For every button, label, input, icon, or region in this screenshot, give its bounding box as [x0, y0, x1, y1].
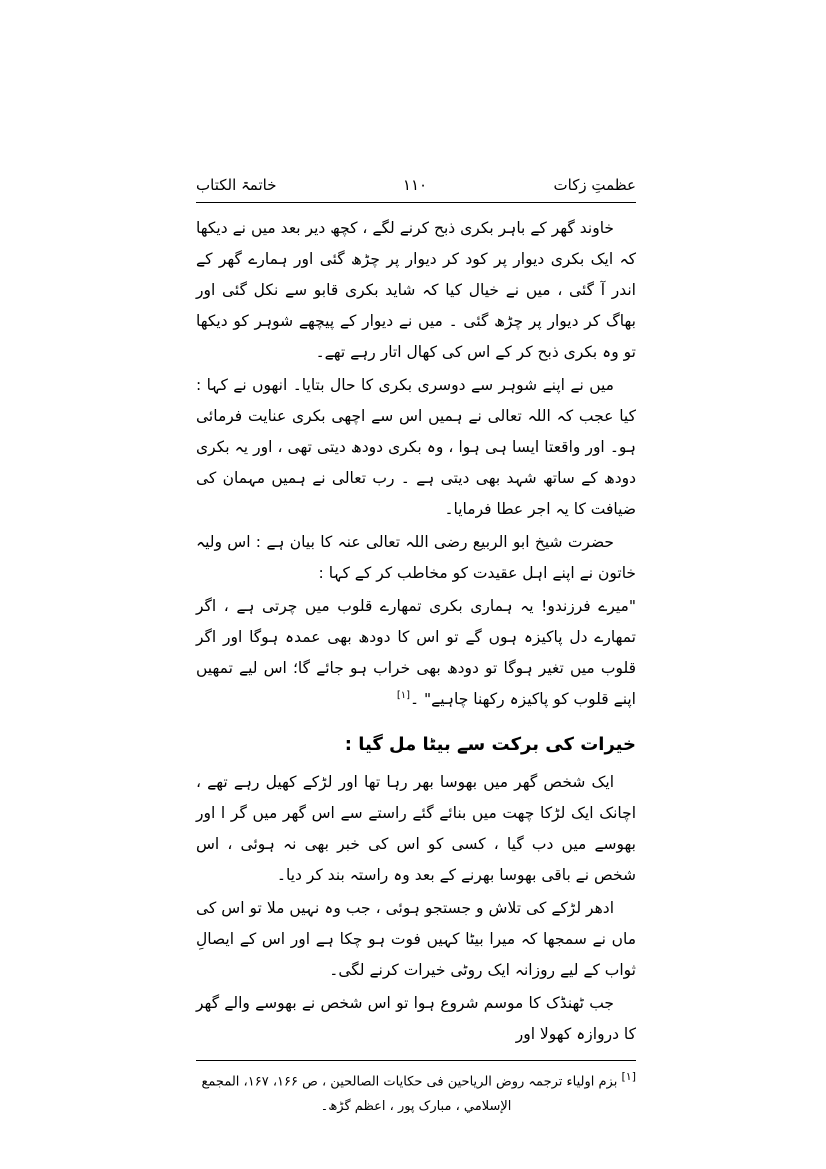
paragraph: خاوند گھر کے باہر بکری ذبح کرنے لگے ، کچھ دیر بعد میں نے دیکھا کہ ایک بکری دیوار پر کود کر دیوار پر چڑھ گئی اور ہمارے گھر کے اندر آ گئی ، میں نے خیال کیا کہ شاید بکری قابو سے نکل گئی اور بھاگ کر دیوار پر چڑھ گئی ۔ میں نے دیوار کے پیچھے شوہر کو دیکھا تو وہ بکری ذبح کر کے اس کی کھال اتار رہے تھے۔: [196, 219, 636, 361]
page-content: [196, 176, 636, 1120]
quotation-paragraph: [196, 591, 636, 715]
footnote-reference: [۱]: [396, 689, 411, 701]
header-right-title: خاتمۃ الکتاب: [196, 176, 277, 194]
header-divider: [196, 202, 636, 203]
footnote-divider: [196, 1060, 636, 1061]
footnote-text: بزم اولیاء ترجمہ روض الریاحین فی حکایات الصالحین ، ص ۱۶۶، ۱۶۷، المجمع: [201, 1074, 618, 1090]
section-heading: خیرات کی برکت سے بیٹا مل گیا :: [344, 734, 636, 755]
page-number: ۱۱۰: [402, 176, 428, 194]
paragraph: حضرت شیخ ابو الربیع رضی اللہ تعالی عنہ کا بیان ہے : اس ولیہ خاتون نے اپنے اہل عقیدت کو مخاطب کر کے کہا :: [196, 533, 636, 582]
footnote-mark: [۱]: [621, 1070, 636, 1083]
footnote: [196, 1067, 636, 1120]
quotation-text: "میرے فرزندو! یہ ہماری بکری تمھارے قلوب میں چرتی ہے ، اگر تمھارے دل پاکیزہ ہوں گے تو اس کا دودھ بھی عمدہ ہوگا اور اگر قلوب میں تغیر ہوگا تو دودھ بھی خراب ہو جائے گا؛ اس لیے تمھیں اپنے قلوب کو پاکیزہ رکھنا چاہیے" ۔: [196, 597, 636, 708]
body-text: [196, 213, 636, 1050]
page-header: [196, 176, 636, 198]
paragraph: میں نے اپنے شوہر سے دوسری بکری کا حال بتایا۔ انھوں نے کہا : کیا عجب کہ اللہ تعالی نے ہمیں اس سے اچھی بکری عنایت فرمائی ہو۔ اور واقعتا ایسا ہی ہوا ، وہ بکری دودھ دیتی تھی ، اور یہ بکری دودھ کے ساتھ شہد بھی دیتی ہے ۔ رب تعالی نے ہمیں مہمان کی ضیافت کا یہ اجر عطا فرمایا۔: [196, 376, 636, 518]
footnote-text-tail: الإسلامي ، مبارک پور ، اعظم گڑھ۔: [320, 1099, 512, 1115]
paragraph: ادھر لڑکے کی تلاش و جستجو ہوئی ، جب وہ نہیں ملا تو اس کی ماں نے سمجھا کہ میرا بیٹا کہیں فوت ہو چکا ہے اور اس کے ایصالِ ثواب کے لیے روزانہ ایک روٹی خیرات کرنے لگی۔: [196, 899, 636, 979]
paragraph: ایک شخص گھر میں بھوسا بھر رہا تھا اور لڑکے کھیل رہے تھے ، اچانک ایک لڑکا چھت میں بنائے گئے راستے سے اس گھر میں گر ا اور بھوسے میں دب گیا ، کسی کو اس کی خبر بھی نہ ہوئی ، اس شخص نے باقی بھوسا بھرنے کے بعد وہ راستہ بند کر دیا۔: [196, 773, 636, 884]
header-left-title: عظمتِ زکات: [553, 176, 636, 194]
paragraph: جب ٹھنڈک کا موسم شروع ہوا تو اس شخص نے بھوسے والے گھر کا دروازہ کھولا اور: [196, 994, 636, 1043]
